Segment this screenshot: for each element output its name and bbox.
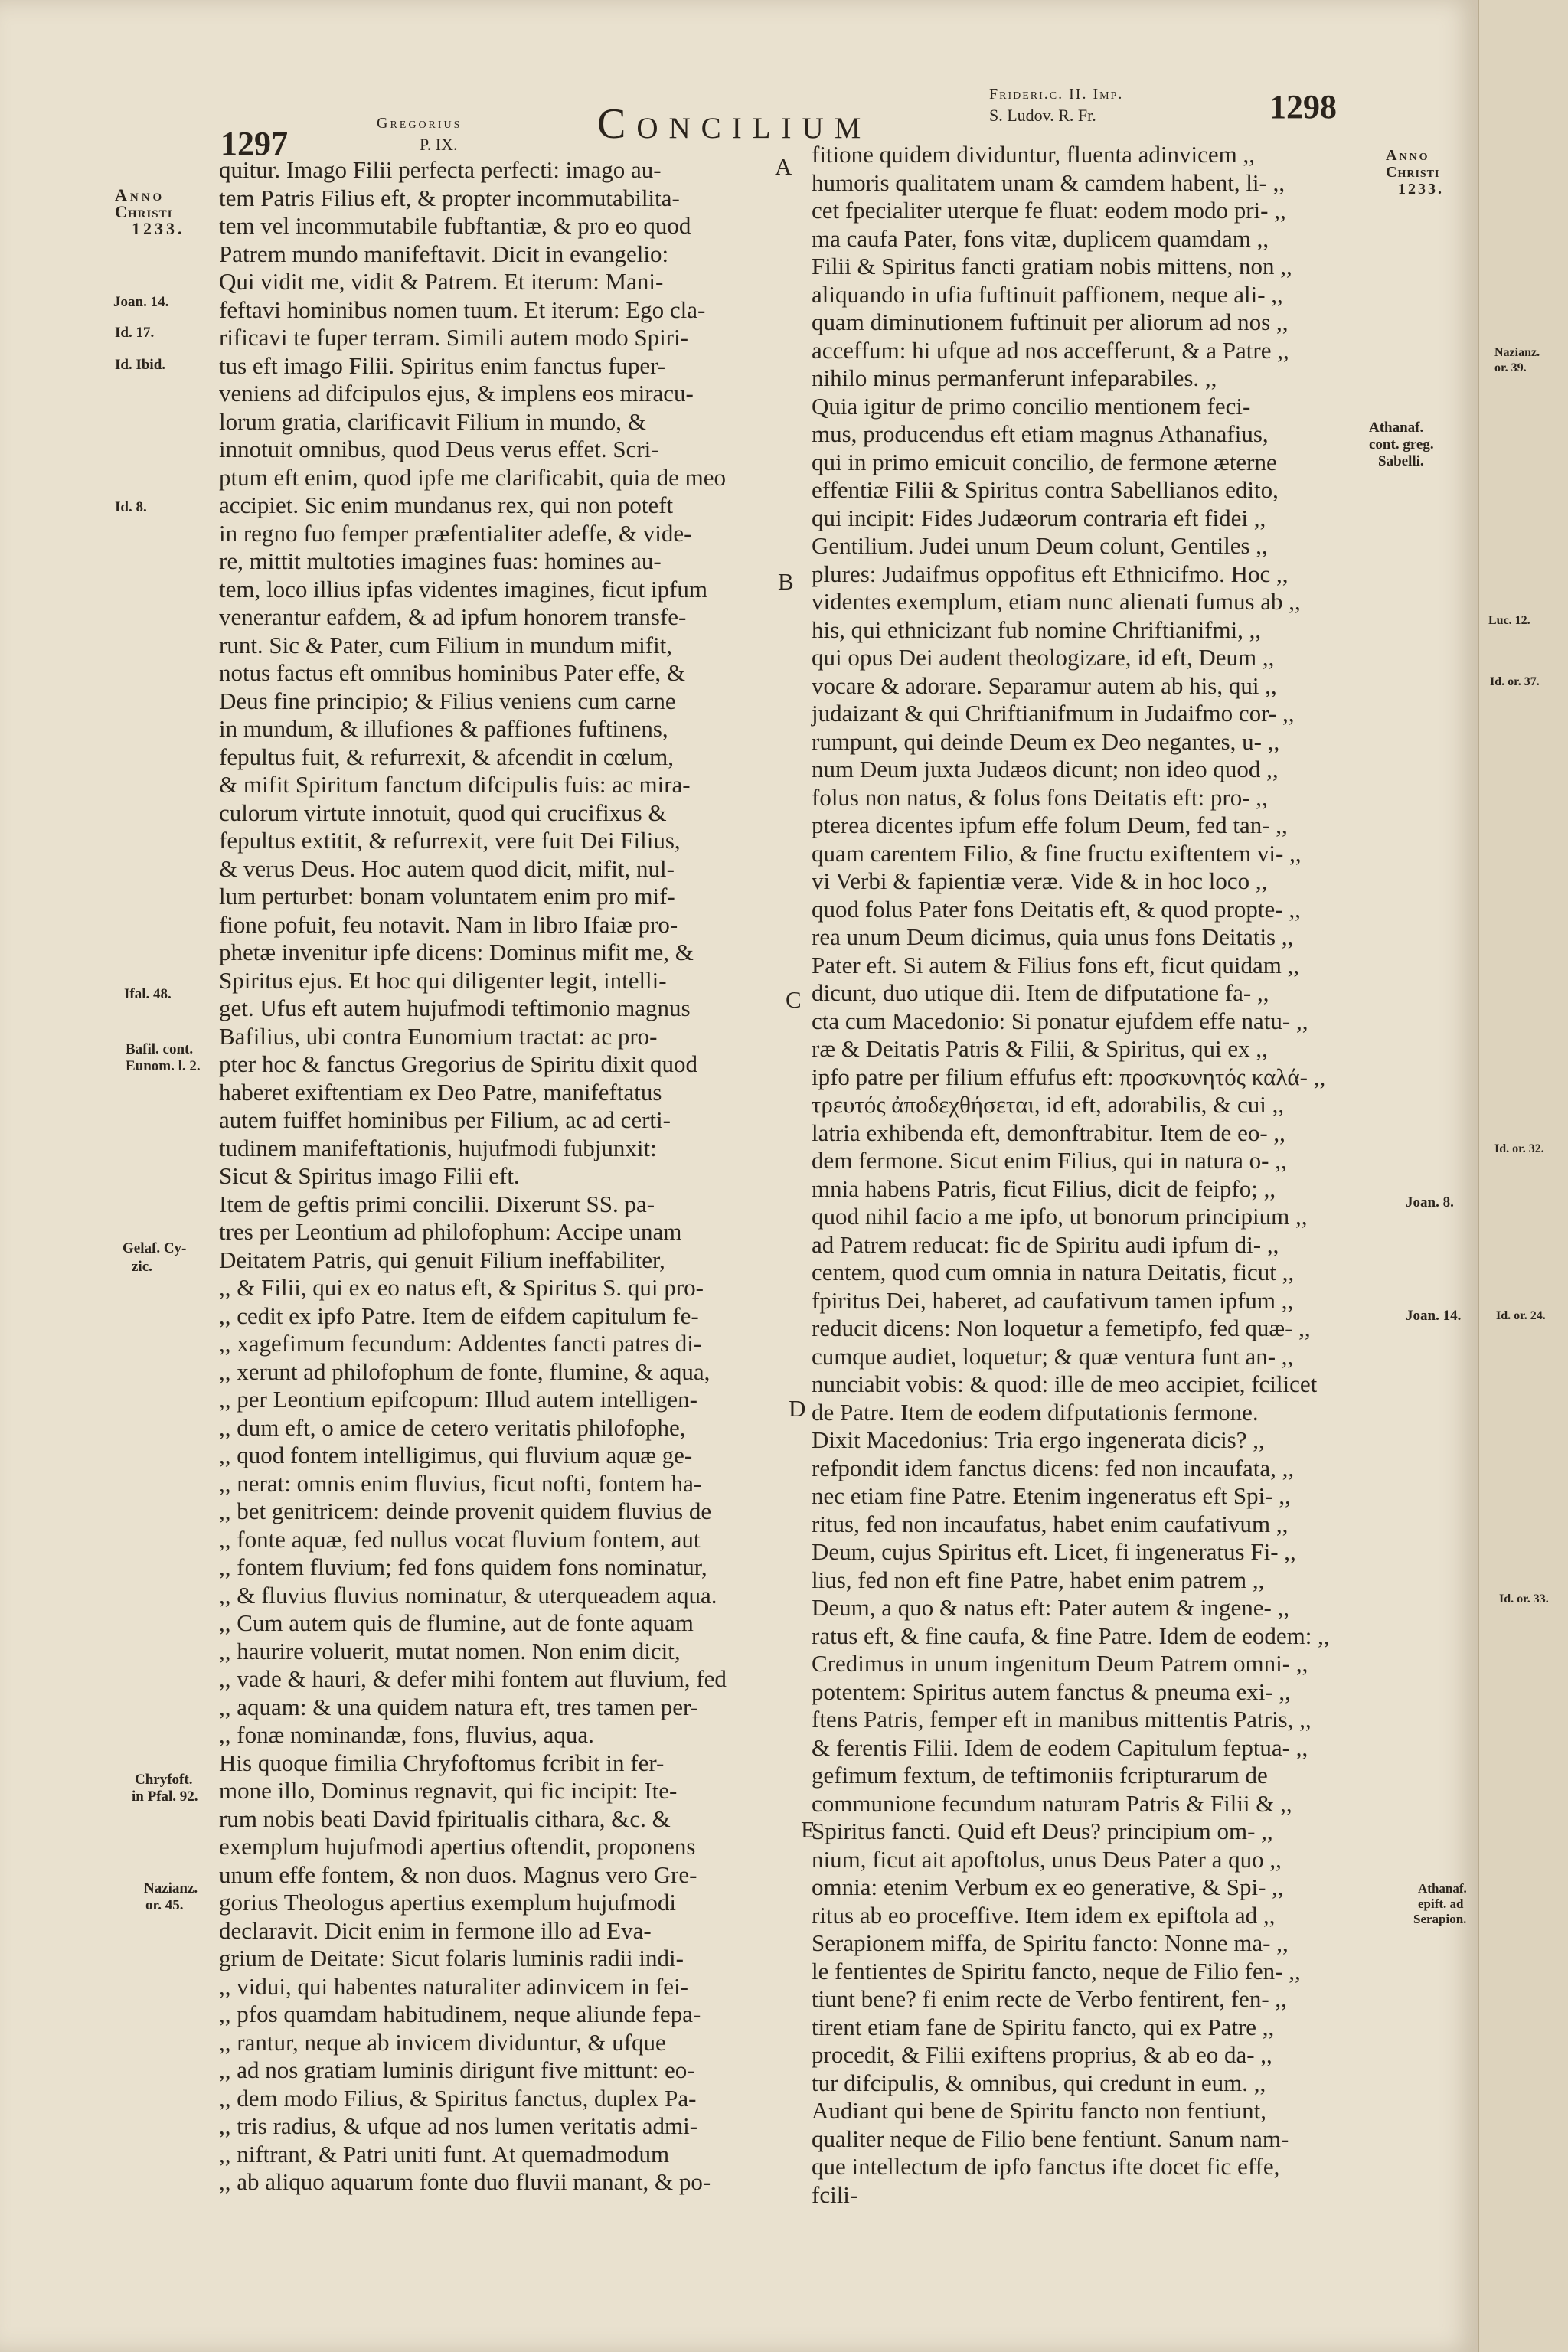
text-line: runt. Sic & Pater, cum Filium in mundum mifit, xyxy=(219,631,673,658)
margin-ref: Id. 8. xyxy=(115,499,147,515)
pope-number: P. IX. xyxy=(420,135,458,154)
text-line: le fentientes de Spiritu fancto, neque de Filio fen- ,, xyxy=(812,1957,1301,1984)
text-line: qui opus Dei audent theologizare, id eft, Deum ,, xyxy=(812,644,1275,671)
text-line: lum perturbet: bonam voluntatem enim pro mif- xyxy=(219,883,675,910)
text-line: acceffum: hi ufque ad nos accefferunt, & a Patre ,, xyxy=(812,336,1289,364)
text-line: ,, ad nos gratiam luminis dirigunt five mittunt: eo- xyxy=(219,2056,695,2083)
text-line: communione fecundum naturam Patris & Filii & ,, xyxy=(812,1789,1292,1817)
text-line: ipfo patre per filium effufus eft: προσκυνητός καλά- ,, xyxy=(812,1063,1326,1090)
margin-ref-right: Sabelli. xyxy=(1378,453,1424,469)
margin-ref: Nazianz. xyxy=(144,1880,198,1896)
text-line: rum nobis beati David fpiritualis cithara, &c. & xyxy=(219,1805,671,1832)
text-line: ,, ab aliquo aquarum fonte duo fluvii manant, & po- xyxy=(219,2168,711,2195)
text-line: & ferentis Filii. Idem de eodem Capitulum feptua- ,, xyxy=(812,1733,1308,1761)
section-letter-b: B xyxy=(778,568,794,595)
text-line: tirent etiam fane de Spiritu fancto, qui ex Patre ,, xyxy=(812,2013,1275,2040)
text-column-left xyxy=(219,156,786,2197)
next-page-ref: Id. or. 37. xyxy=(1490,675,1540,688)
text-line: ma caufa Pater, fons vitæ, duplicem quamdam ,, xyxy=(812,224,1269,252)
text-line: refpondit idem fanctus dicens: fed non incaufata, ,, xyxy=(812,1454,1295,1481)
text-line: ,, cedit ex ipfo Patre. Item de eifdem capitulum fe- xyxy=(219,1302,699,1329)
margin-ref-right: Athanaf. xyxy=(1369,420,1424,436)
section-letter-e: E xyxy=(801,1816,815,1843)
text-line: autem fuiffet hominibus per Filium, ac ad certi- xyxy=(219,1106,671,1133)
text-line: ,, & fluvius fluvius nominatur, & uterqueadem aqua. xyxy=(219,1581,717,1609)
text-line: ,, rantur, neque ab invicem dividuntur, & ufque xyxy=(219,2028,666,2056)
text-line: plures: Judaifmus oppofitus eft Ethnicifmo. Hoc ,, xyxy=(812,560,1289,587)
margin-ref: zic. xyxy=(132,1259,152,1275)
margin-ref: or. 45. xyxy=(145,1897,184,1913)
margin-ref-right: Athanaf. xyxy=(1418,1881,1467,1896)
text-line: notus factus eft omnibus hominibus Pater effe, & xyxy=(219,659,685,686)
margin-ref: Bafil. cont. xyxy=(126,1041,194,1057)
text-line: Filii & Spiritus fancti gratiam nobis mittens, non ,, xyxy=(812,253,1292,279)
text-line: rea unum Deum dicimus, quia unus fons Deitatis ,, xyxy=(812,923,1294,950)
text-line: ,, tris radius, & ufque ad nos lumen veritatis admi- xyxy=(219,2112,698,2139)
text-line: centem, quod cum omnia in natura Deitatis, ficut ,, xyxy=(812,1259,1295,1285)
margin-ref-right: Joan. 8. xyxy=(1406,1194,1454,1210)
text-line: exemplum hujufmodi apertius oftendit, proponens xyxy=(219,1833,696,1860)
text-line: culorum virtute innotuit, quod qui crucifixus & xyxy=(219,799,667,826)
text-line: quod folus Pater fons Deitatis eft, & quod propte- ,, xyxy=(812,895,1301,923)
text-line: innotuit omnibus, quod Deus verus effet. Scri- xyxy=(219,436,659,462)
text-line: ,, fonæ nominandæ, fons, fluvius, aqua. xyxy=(219,1721,594,1748)
text-line: ,, fontem fluvium; fed fons quidem fons nominatur, xyxy=(219,1553,707,1580)
text-line: effentiæ Filii & Spiritus contra Sabellianos edito, xyxy=(812,476,1279,503)
text-line: Deus fine principio; & Filius veniens cum carne xyxy=(219,687,676,714)
text-line: Patrem mundo manifeftavit. Dicit in evangelio: xyxy=(219,240,669,267)
text-line: unum effe fontem, & non duos. Magnus vero Gre- xyxy=(219,1860,697,1888)
text-line: cet fpecialiter uterque fe fluat: eodem modo pri- ,, xyxy=(812,197,1286,224)
text-line: quitur. Imago Filii perfecta perfecti: imago au- xyxy=(219,156,662,183)
text-line: Dixit Macedonius: Tria ergo ingenerata dicis? ,, xyxy=(812,1426,1265,1453)
text-line: ad Patrem reducat: fic de Spiritu audi ipfum di- ,, xyxy=(812,1230,1279,1258)
text-line: nunciabit vobis: & quod: ille de meo accipiet, fcilicet xyxy=(812,1370,1318,1397)
text-line: humoris qualitatem unam & camdem habent, li- ,, xyxy=(812,168,1285,196)
text-line: nihilo minus permanferunt infeparabiles. ,, xyxy=(812,364,1217,391)
margin-ref: Gelaf. Cy- xyxy=(122,1240,187,1256)
text-line: ,, Cum autem quis de flumine, aut de fonte aquam xyxy=(219,1609,694,1636)
text-line: fione pofuit, feu notavit. Nam in libro Ifaiæ pro- xyxy=(219,910,678,938)
text-line: in regno fuo femper præfentialiter adeffe, & vide- xyxy=(219,519,692,547)
text-line: get. Ufus eft autem hujufmodi teftimonio magnus xyxy=(219,995,691,1021)
section-letter-d: D xyxy=(789,1395,806,1422)
text-line: Qui vidit me, vidit & Patrem. Et iterum: Mani- xyxy=(219,268,664,295)
next-page-ref: Id. or. 33. xyxy=(1499,1592,1549,1606)
text-line: judaizant & qui Chriftianifmum in Judaifmo cor- ,, xyxy=(812,700,1295,727)
text-line: ,, nerat: omnis enim fluvius, ficut nofti, fontem ha- xyxy=(219,1469,702,1497)
text-line: rificavi te fuper terram. Simili autem modo Spiri- xyxy=(219,324,688,351)
text-line: declaravit. Dicit enim in fermone illo ad Eva- xyxy=(219,1916,652,1944)
text-line: ftens Patris, femper eft in manibus mittentis Patris, ,, xyxy=(812,1706,1312,1733)
margin-ref: in Pfal. 92. xyxy=(132,1788,198,1805)
text-line: ptum eft enim, quod ipfe me clarificabit, quia de meo xyxy=(219,463,726,491)
margin-ref-right: Serapion. xyxy=(1413,1912,1467,1926)
text-line: Pater eft. Si autem & Filius fons eft, ficut quidam ,, xyxy=(812,951,1300,978)
text-line: venerantur eafdem, & ad ipfum honorem transfe- xyxy=(219,603,687,630)
text-line: cta cum Macedonio: Si ponatur ejufdem effe natu- ,, xyxy=(812,1007,1308,1034)
text-column-right xyxy=(812,141,1393,2209)
anno-right: Anno Christi 1233. xyxy=(1386,147,1444,198)
margin-ref-right: epift. ad xyxy=(1418,1896,1464,1911)
text-line: ,, quod fontem intelligimus, qui fluvium aquæ ge- xyxy=(219,1442,693,1468)
text-line: re, mittit multoties imagines fuas: homines au- xyxy=(219,547,662,574)
section-letter-a: A xyxy=(775,153,792,180)
text-line: grium de Deitate: Sicut folaris luminis radii indi- xyxy=(219,1945,684,1971)
text-line: ,, fonte aquæ, fed nullus vocat fluvium fontem, aut xyxy=(219,1525,701,1553)
text-line: Bafilius, ubi contra Eunomium tractat: ac pro- xyxy=(219,1022,658,1050)
text-line: ratus eft, & fine caufa, & fine Patre. Idem de eodem: ,, xyxy=(812,1622,1330,1649)
text-line: Gentilium. Judei unum Deum colunt, Gentiles ,, xyxy=(812,532,1268,559)
text-line: videntes exemplum, etiam nunc alienati fumus ab ,, xyxy=(812,588,1301,615)
margin-ref: Eunom. l. 2. xyxy=(126,1058,201,1074)
text-line: quam diminutionem fuftinuit per aliorum ad nos ,, xyxy=(812,309,1289,335)
text-line: Spiritus ejus. Et hoc qui diligenter legit, intelli- xyxy=(219,966,667,994)
text-line: num Deum juxta Judæos dicunt; non ideo quod ,, xyxy=(812,756,1279,782)
emperor-name: Friderı.c. II. Imp. xyxy=(989,86,1124,103)
text-line: de Patre. Item de eodem difputationis fermone. xyxy=(812,1398,1259,1426)
text-line: his, qui ethnicizant fub nomine Chriftianifmi, ,, xyxy=(812,616,1262,643)
text-line: tem vel incommutabile fubftantiæ, & pro eo quod xyxy=(219,212,691,239)
text-line: rumpunt, qui deinde Deum ex Deo negantes, u- ,, xyxy=(812,727,1280,755)
text-line: ,, pfos quamdam habitudinem, neque aliunde fepa- xyxy=(219,2001,701,2027)
text-line: ,, vade & hauri, & defer mihi fontem aut fluvium, fed xyxy=(219,1665,727,1692)
text-line: ,, dum eft, o amice de cetero veritatis philofophe, xyxy=(219,1413,686,1441)
page-number-right: 1298 xyxy=(1269,88,1337,126)
text-line: ,, haurire voluerit, mutat nomen. Non enim dicit, xyxy=(219,1637,681,1664)
pope-name: Gregorius xyxy=(377,115,462,132)
text-line: Serapionem miffa, de Spiritu fancto: Nonne ma- ,, xyxy=(812,1929,1289,1956)
section-letter-c: C xyxy=(786,986,802,1013)
text-line: pter hoc & fanctus Gregorius de Spiritu dixit quod xyxy=(219,1050,698,1077)
text-line: ,, niftrant, & Patri uniti funt. At quemadmodum xyxy=(219,2140,670,2167)
running-title: Concilium xyxy=(597,100,872,148)
text-line: qui in primo emicuit concilio, de fermone æterne xyxy=(812,448,1277,475)
next-page-edge xyxy=(1478,0,1568,2352)
text-line: mone illo, Dominus regnavit, qui fic incipit: Ite- xyxy=(219,1777,678,1804)
next-page-ref: Id. or. 24. xyxy=(1496,1309,1546,1322)
text-line: nium, ficut ait apoftolus, unus Deus Pater a quo ,, xyxy=(812,1845,1282,1873)
text-line: in mundum, & illufiones & paffiones fuftinens, xyxy=(219,715,668,742)
text-line: phetæ invenitur ipfe dicens: Dominus mifit me, & xyxy=(219,939,694,965)
text-line: mus, producendus eft etiam magnus Athanafius, xyxy=(812,420,1269,447)
text-line: qualiter neque de Filio bene fentiunt. Sanum nam- xyxy=(812,2125,1289,2152)
text-line: nec etiam fine Patre. Etenim ingeneratus eft Spi- ,, xyxy=(812,1482,1291,1509)
text-line: tem, loco illius ipfas videntes imagines, ficut ipfum xyxy=(219,575,707,603)
text-line: lius, fed non eft fine Patre, habet enim patrem ,, xyxy=(812,1566,1265,1593)
margin-ref: Ifal. 48. xyxy=(124,986,172,1002)
text-line: Audiant qui bene de Spiritu fancto non fentiunt, xyxy=(812,2097,1267,2124)
text-line: quam carentem Filio, & fine fructu exiftentem vi- ,, xyxy=(812,839,1302,867)
text-line: omnia: etenim Verbum ex eo generative, & Spi- ,, xyxy=(812,1873,1284,1900)
text-line: latria exhibenda eft, demonftrabitur. Item de eo- ,, xyxy=(812,1119,1285,1146)
margin-ref: Chryfoft. xyxy=(135,1772,193,1788)
text-line: tus eft imago Filii. Spiritus enim fanctus fuper- xyxy=(219,351,666,379)
text-line: ,, xagefimum fecundum: Addentes fancti patres di- xyxy=(219,1330,702,1357)
text-line: reducit dicens: Non loquetur a femetipfo, fed quæ- ,, xyxy=(812,1315,1311,1341)
text-line: vi Verbi & fapientiæ veræ. Vide & in hoc loco ,, xyxy=(812,867,1268,894)
text-line: quod nihil facio a me ipfo, ut bonorum principium ,, xyxy=(812,1203,1308,1230)
text-line: fpiritus Dei, haberet, ad caufativum tamen ipfum ,, xyxy=(812,1286,1294,1314)
text-line: mnia habens Patris, ficut Filius, dicit de feipfo; ,, xyxy=(812,1174,1276,1202)
text-line: vocare & adorare. Separamur autem ab his, qui ,, xyxy=(812,671,1277,699)
text-line: fepultus extitit, & refurrexit, vere fuit Dei Filius, xyxy=(219,827,681,854)
text-line: tur difcipulis, & omnibus, qui credunt in eum. ,, xyxy=(812,2069,1266,2096)
margin-ref: Joan. 14. xyxy=(113,294,169,310)
text-line: ,, bet genitricem: deinde provenit quidem fluvius de xyxy=(219,1498,712,1524)
text-line: ,, per Leontium epifcopum: Illud autem intelligen- xyxy=(219,1386,697,1413)
text-line: tiunt bene? fi enim recte de Verbo fentirent, fen- ,, xyxy=(812,1985,1287,2012)
text-line: ,, aquam: & una quidem natura eft, tres tamen per- xyxy=(219,1693,699,1720)
king-name: S. Ludov. R. Fr. xyxy=(989,106,1096,125)
text-line: ,, vidui, qui habentes naturaliter adinvicem in fei- xyxy=(219,1972,688,2000)
text-line: fcili- xyxy=(812,2180,858,2208)
text-line: Credimus in unum ingenitum Deum Patrem omni- ,, xyxy=(812,1650,1308,1677)
text-line: Spiritus fancti. Quid eft Deus? principium om- ,, xyxy=(812,1818,1273,1844)
text-line: aliquando in ufia fuftinuit paffionem, neque ali- ,, xyxy=(812,280,1283,308)
text-line: gefimum fextum, de teftimoniis fcripturarum de xyxy=(812,1762,1268,1788)
text-line: ræ & Deitatis Patris & Filii, & Spiritus, qui ex ,, xyxy=(812,1035,1268,1062)
text-line: ,, & Filii, qui ex eo natus eft, & Spiritus S. qui pro- xyxy=(219,1274,704,1301)
text-line: potentem: Spiritus autem fanctus & pneuma exi- ,, xyxy=(812,1677,1291,1705)
text-line: dicunt, duo utique dii. Item de difputatione fa- ,, xyxy=(812,979,1269,1006)
text-line: qui incipit: Fides Judæorum contraria eft fidei ,, xyxy=(812,504,1266,531)
next-page-ref: Nazianz. xyxy=(1494,346,1540,359)
text-line: cumque audiet, loquetur; & quæ ventura funt an- ,, xyxy=(812,1342,1294,1370)
margin-ref-right: cont. greg. xyxy=(1369,436,1434,452)
next-page-ref: or. 39. xyxy=(1494,361,1527,374)
text-line: tem Patris Filius eft, & propter incommutabilita- xyxy=(219,184,680,211)
text-line: feftavi hominibus nomen tuum. Et iterum: Ego cla- xyxy=(219,296,706,323)
page-number-left: 1297 xyxy=(220,125,288,162)
text-line: Item de geftis primi concilii. Dixerunt SS. pa- xyxy=(219,1190,655,1217)
text-line: Deitatem Patris, qui genuit Filium ineffabiliter, xyxy=(219,1246,665,1273)
text-line: pterea dicentes ipfum effe folum Deum, fed tan- ,, xyxy=(812,812,1288,838)
text-line: tudinem manifeftationis, hujufmodi fubjunxit: xyxy=(219,1134,657,1161)
text-line: Deum, cujus Spiritus eft. Licet, fi ingeneratus Fi- ,, xyxy=(812,1538,1296,1565)
text-line: dem fermone. Sicut enim Filius, qui in natura o- ,, xyxy=(812,1147,1287,1174)
next-page-ref: Id. or. 32. xyxy=(1494,1142,1544,1155)
text-line: & verus Deus. Hoc autem quod dicit, mifit, nul- xyxy=(219,854,675,882)
text-line: Sicut & Spiritus imago Filii eft. xyxy=(219,1162,520,1189)
text-line: ,, xerunt ad philofophum de fonte, flumine, & aqua, xyxy=(219,1357,710,1385)
text-line: ritus ab eo proceffive. Item idem ex epiftola ad ,, xyxy=(812,1901,1276,1929)
text-line: Deum, a quo & natus eft: Pater autem & ingene- ,, xyxy=(812,1594,1290,1621)
text-line: folus non natus, & folus fons Deitatis eft: pro- ,, xyxy=(812,783,1268,811)
text-line: haberet exiftentiam ex Deo Patre, manifeftatus xyxy=(219,1078,662,1106)
text-line: Quia igitur de primo concilio mentionem feci- xyxy=(812,392,1251,420)
text-line: lorum gratia, clarificavit Filium in mundo, & xyxy=(219,407,646,435)
text-line: que intellectum de ipfo fanctus ifte docet fic effe, xyxy=(812,2153,1280,2180)
text-line: fepultus fuit, & refurrexit, & afcendit in cœlum, xyxy=(219,743,674,770)
anno-left: Anno Christi 1233. xyxy=(115,185,185,238)
text-line: gorius Theologus apertius exemplum hujufmodi xyxy=(219,1889,676,1916)
text-line: procedit, & Filii exiftens proprius, & ab eo da- ,, xyxy=(812,2041,1272,2068)
text-line: veniens ad difcipulos ejus, & implens eos miracu- xyxy=(219,380,694,407)
text-line: τρευτός ἀποδεχθήσεται, id eft, adorabilis, & cui ,, xyxy=(812,1091,1285,1118)
margin-ref: Id. 17. xyxy=(115,325,155,341)
text-line: & mifit Spiritum fanctum difcipulis fuis: ac mira- xyxy=(219,771,691,798)
text-line: His quoque fimilia Chryfoftomus fcribit in fer- xyxy=(219,1749,665,1776)
text-line: ,, dem modo Filius, & Spiritus fanctus, duplex Pa- xyxy=(219,2084,697,2112)
margin-ref: Id. Ibid. xyxy=(115,357,166,373)
next-page-ref: Luc. 12. xyxy=(1488,614,1530,627)
text-line: fitione quidem dividuntur, fluenta adinvicem ,, xyxy=(812,141,1256,168)
text-line: accipiet. Sic enim mundanus rex, qui non poteft xyxy=(219,492,674,518)
text-line: ritus, fed non incaufatus, habet enim caufativum ,, xyxy=(812,1510,1289,1537)
text-line: tres per Leontium ad philofophum: Accipe unam xyxy=(219,1218,682,1245)
margin-ref-right: Joan. 14. xyxy=(1406,1308,1462,1324)
